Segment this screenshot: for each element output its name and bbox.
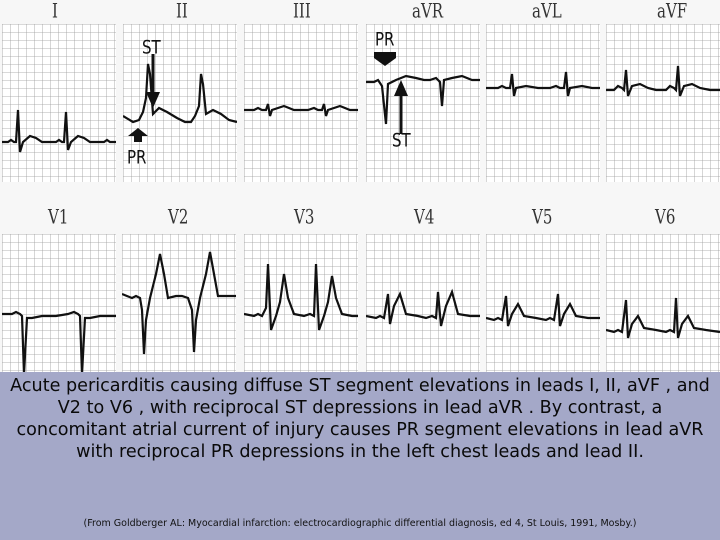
arrow-up-icon [394,80,408,134]
ecg-strip-V5 [486,234,600,374]
ecg-strip-I [2,24,116,182]
lead-label-V3: V3 [294,205,315,229]
arrow-down-icon [374,52,396,66]
lead-label-V6: V6 [655,205,676,229]
lead-label-III: III [293,0,311,23]
ecg-strip-V1 [2,234,116,374]
lead-label-V1: V1 [48,205,69,229]
lead-label-II: II [176,0,188,23]
ecg-strip-V6 [606,234,720,374]
ecg-strip-aVF [606,24,720,182]
ecg-strip-III [244,24,358,182]
lead-label-V2: V2 [168,205,189,229]
lead-label-I: I [52,0,58,23]
lead-label-V4: V4 [414,205,435,229]
lead-label-aVL: aVL [532,0,562,23]
ecg-strip-V3 [244,234,358,374]
arrow-up-icon [128,128,148,142]
figure-caption: Acute pericarditis causing diffuse ST segment elevations in leads I, II, aVF , and V2 to V6 , with reciprocal ST depressions in lead aVR . By contrast, a concomitant atrial current of injury causes PR segment elevations in lead aVR with reciprocal PR depressions in the left chest leads and lead II. [10,376,710,462]
ecg-strip-aVL [486,24,600,182]
ecg-strip-V2 [122,234,236,374]
arrow-down-icon [146,54,160,108]
ecg-strip-V4 [366,234,480,374]
st-callout-lead-aVR: ST [392,128,411,152]
pr-callout-lead-II: PR [127,145,147,169]
lead-label-aVR: aVR [412,0,444,23]
caption-panel [0,372,720,540]
pr-callout-lead-aVR: PR [375,27,395,51]
figure-citation: (From Goldberger AL: Myocardial infarction: electrocardiographic differential diagnosis, ed 4, St Louis, 1991, Mosby.) [83,518,637,529]
st-callout-lead-II: ST [142,35,161,59]
lead-label-aVF: aVF [657,0,688,23]
lead-label-V5: V5 [532,205,553,229]
